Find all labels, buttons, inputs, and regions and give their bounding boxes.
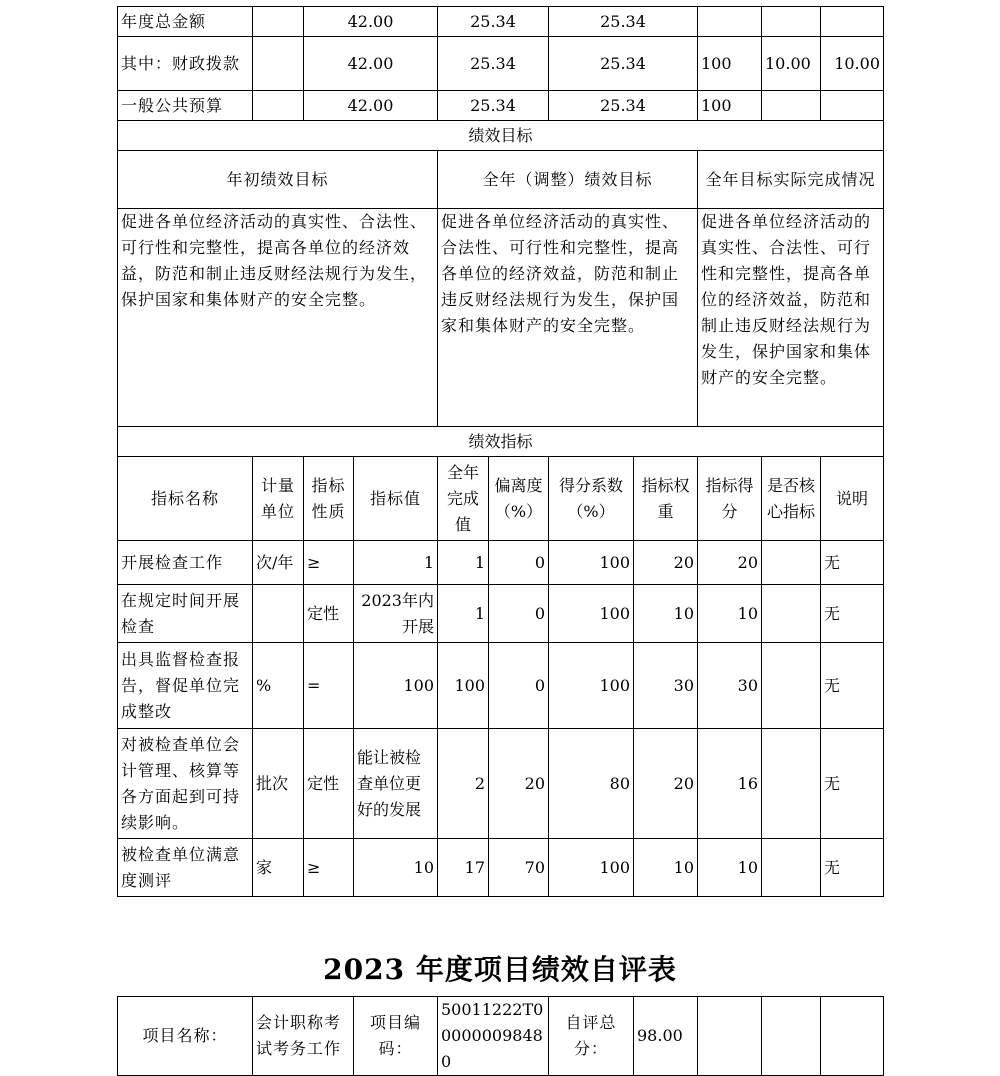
indicator-nature: = (304, 643, 354, 729)
indicator-value: 2023年内开展 (354, 585, 438, 643)
budget-weight (762, 7, 821, 37)
indicator-nature: ≥ (304, 839, 354, 897)
indicator-value: 1 (354, 541, 438, 585)
indicator-nature: ≥ (304, 541, 354, 585)
indicator-note: 无 (821, 839, 884, 897)
indicator-core (762, 643, 821, 729)
indicator-row (118, 839, 884, 897)
indicator-core (762, 839, 821, 897)
indicator-deviation: 20 (489, 729, 549, 839)
budget-annual-amount: 42.00 (304, 91, 438, 121)
budget-label: 一般公共预算 (118, 91, 253, 121)
budget-row-general (118, 91, 884, 121)
budget-actual-amount: 25.34 (549, 7, 698, 37)
indicator-completed: 100 (438, 643, 489, 729)
indicator-unit: 家 (253, 839, 304, 897)
indicator-name: 出具监督检查报告，督促单位完成整改 (118, 643, 253, 729)
budget-rate: 100 (698, 91, 762, 121)
project-info-row (118, 997, 884, 1076)
indicator-unit: 批次 (253, 729, 304, 839)
indicator-core (762, 729, 821, 839)
indicator-unit: 次/年 (253, 541, 304, 585)
indicator-score: 30 (698, 643, 762, 729)
project-info-table (117, 996, 884, 1076)
budget-annual-amount: 42.00 (304, 7, 438, 37)
indicator-score: 20 (698, 541, 762, 585)
indicator-value: 10 (354, 839, 438, 897)
budget-actual-amount: 25.34 (549, 37, 698, 91)
indicator-score: 10 (698, 585, 762, 643)
indicators-section-row (118, 427, 884, 457)
indicator-value: 能让被检查单位更好的发展 (354, 729, 438, 839)
indicator-weight: 30 (634, 643, 698, 729)
indicator-completed: 2 (438, 729, 489, 839)
budget-row-fiscal (118, 37, 884, 91)
indicator-weight: 20 (634, 729, 698, 839)
goals-section-row (118, 121, 884, 151)
initial-goal-header: 年初绩效目标 (118, 151, 438, 209)
header-indicator-name: 指标名称 (118, 457, 253, 541)
indicators-header-row (118, 457, 884, 541)
goals-section-title: 绩效目标 (118, 121, 884, 151)
budget-weight (762, 91, 821, 121)
indicator-row (118, 643, 884, 729)
indicator-completed: 17 (438, 839, 489, 897)
indicator-unit: % (253, 643, 304, 729)
indicator-row (118, 541, 884, 585)
indicator-name: 开展检查工作 (118, 541, 253, 585)
indicator-note: 无 (821, 585, 884, 643)
actual-completion-text: 促进各单位经济活动的真实性、合法性、可行性和完整性，提高各单位的经济效益，防范和制止违反财经法规行为发生，保护国家和集体财产的安全完整。 (698, 209, 884, 427)
adjusted-goal-header: 全年（调整）绩效目标 (438, 151, 698, 209)
indicator-weight: 10 (634, 585, 698, 643)
indicator-unit (253, 585, 304, 643)
budget-score (821, 91, 884, 121)
indicators-section-title: 绩效指标 (118, 427, 884, 457)
header-target-value: 指标值 (354, 457, 438, 541)
indicator-note: 无 (821, 541, 884, 585)
budget-annual-amount: 42.00 (304, 37, 438, 91)
budget-rate (698, 7, 762, 37)
project-code-value: 50011222T000000098480 (438, 997, 549, 1076)
budget-score (821, 7, 884, 37)
indicator-row (118, 585, 884, 643)
budget-actual-amount: 25.34 (549, 91, 698, 121)
goals-text-row (118, 209, 884, 427)
budget-label: 年度总金额 (118, 7, 253, 37)
project-code-label: 项目编码： (354, 997, 438, 1076)
indicator-deviation: 0 (489, 585, 549, 643)
budget-executed-amount: 25.34 (438, 37, 549, 91)
indicator-coefficient: 100 (549, 839, 634, 897)
budget-row-total (118, 7, 884, 37)
indicator-row (118, 729, 884, 839)
project-name-label: 项目名称： (118, 997, 253, 1076)
indicator-note: 无 (821, 643, 884, 729)
indicator-nature: 定性 (304, 729, 354, 839)
header-completed-value: 全年完成值 (438, 457, 489, 541)
indicator-coefficient: 100 (549, 585, 634, 643)
indicator-core (762, 585, 821, 643)
budget-score: 10.00 (821, 37, 884, 91)
document-title: 2023 年度项目绩效自评表 (323, 953, 677, 986)
performance-table (117, 6, 884, 897)
header-deviation: 偏离度（%） (489, 457, 549, 541)
indicator-weight: 20 (634, 541, 698, 585)
header-nature: 指标性质 (304, 457, 354, 541)
initial-goal-text: 促进各单位经济活动的真实性、合法性、可行性和完整性，提高各单位的经济效益，防范和制止违反财经法规行为发生，保护国家和集体财产的安全完整。 (118, 209, 438, 427)
header-core-indicator: 是否核心指标 (762, 457, 821, 541)
indicator-score: 10 (698, 839, 762, 897)
indicator-deviation: 0 (489, 541, 549, 585)
indicator-name: 对被检查单位会计管理、核算等各方面起到可持续影响。 (118, 729, 253, 839)
actual-completion-header: 全年目标实际完成情况 (698, 151, 884, 209)
header-score: 指标得分 (698, 457, 762, 541)
header-unit: 计量单位 (253, 457, 304, 541)
budget-rate: 100 (698, 37, 762, 91)
indicator-nature: 定性 (304, 585, 354, 643)
indicator-completed: 1 (438, 585, 489, 643)
header-note: 说明 (821, 457, 884, 541)
budget-label: 其中：财政拨款 (118, 37, 253, 91)
self-score-value: 98.00 (634, 997, 698, 1076)
indicator-coefficient: 100 (549, 643, 634, 729)
indicator-completed: 1 (438, 541, 489, 585)
adjusted-goal-text: 促进各单位经济活动的真实性、合法性、可行性和完整性，提高各单位的经济效益，防范和制止违反财经法规行为发生，保护国家和集体财产的安全完整。 (438, 209, 698, 427)
indicator-score: 16 (698, 729, 762, 839)
indicator-coefficient: 100 (549, 541, 634, 585)
project-name-value: 会计职称考试考务工作 (253, 997, 354, 1076)
indicator-name: 在规定时间开展检查 (118, 585, 253, 643)
budget-executed-amount: 25.34 (438, 7, 549, 37)
self-score-label: 自评总分： (549, 997, 634, 1076)
indicator-name: 被检查单位满意度测评 (118, 839, 253, 897)
indicator-coefficient: 80 (549, 729, 634, 839)
budget-executed-amount: 25.34 (438, 91, 549, 121)
header-score-coefficient: 得分系数（%） (549, 457, 634, 541)
indicator-note: 无 (821, 729, 884, 839)
indicator-value: 100 (354, 643, 438, 729)
budget-weight: 10.00 (762, 37, 821, 91)
goals-header-row (118, 151, 884, 209)
indicator-deviation: 0 (489, 643, 549, 729)
indicator-deviation: 70 (489, 839, 549, 897)
header-weight: 指标权重 (634, 457, 698, 541)
indicator-core (762, 541, 821, 585)
indicator-weight: 10 (634, 839, 698, 897)
